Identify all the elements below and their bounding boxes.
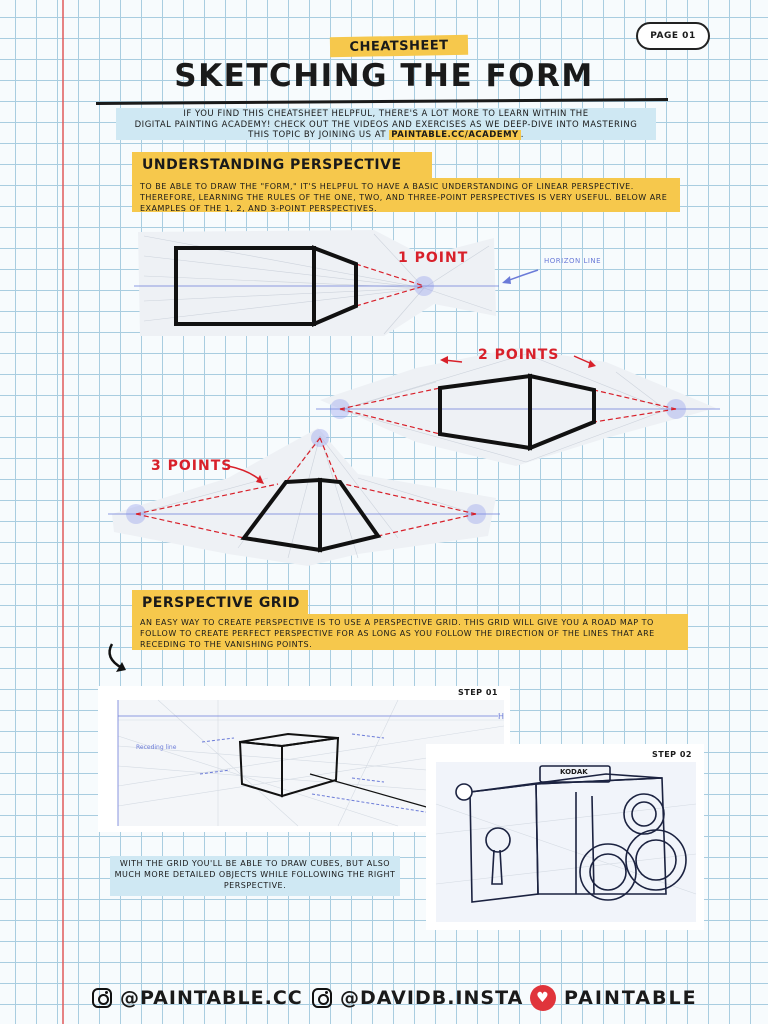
notebook-margin-line	[62, 0, 64, 1024]
intro-line-2: DIGITAL PAINTING ACADEMY! CHECK OUT THE VIDEOS AND EXERCISES AS WE DEEP-DIVE INTO MASTERING	[134, 119, 638, 130]
one-point-perspective-diagram	[134, 226, 654, 342]
footer-brand[interactable]	[530, 986, 698, 1010]
handle-2-text: @DAVIDB.INSTA	[340, 987, 524, 1009]
brand-text: PAINTABLE	[564, 987, 698, 1009]
cheatsheet-tag: CHEATSHEET	[330, 35, 468, 57]
footer-handle-1[interactable]	[92, 986, 303, 1010]
three-points-label: 3 POINTS	[151, 458, 233, 474]
step-01-label: STEP 01	[458, 688, 498, 697]
paintable-logo-icon: ♥	[530, 985, 556, 1011]
intro-line-1: IF YOU FIND THIS CHEATSHEET HELPFUL, THERE'S A LOT MORE TO LEARN WITHIN THE	[183, 109, 589, 119]
horizon-line-label: HORIZON LINE	[544, 257, 602, 265]
section-body-perspective: TO BE ABLE TO DRAW THE "FORM," IT'S HELPFUL TO HAVE A BASIC UNDERSTANDING OF LINEAR PERSPECTIVE. THEREFORE, LEARNING THE RULES OF THE ONE, TWO, AND THREE-POINT PERSPECTIVES IS VERY USEFUL. BELOW ARE EXAMPLES OF THE 1, 2, AND 3-POINT PERSPECTIVES.	[132, 178, 680, 212]
intro-line-3	[116, 130, 656, 141]
page-title: SKETCHING THE FORM	[174, 58, 594, 94]
grid-caption: WITH THE GRID YOU'LL BE ABLE TO DRAW CUBES, BUT ALSO MUCH MORE DETAILED OBJECTS WHILE FOLLOWING THE RIGHT PERSPECTIVE.	[110, 856, 400, 896]
intro-line-3-end: .	[520, 130, 524, 140]
curved-arrow-icon	[100, 640, 140, 676]
page-number-badge: PAGE 01	[636, 22, 710, 50]
section-body-grid: AN EASY WAY TO CREATE PERSPECTIVE IS TO USE A PERSPECTIVE GRID. THIS GRID WILL GIVE YOU A ROAD MAP TO FOLLOW TO CREATE PERFECT PERSPECTIVE FOR AS LONG AS YOU FOLLOW THE DIRECTION OF THE LINES THAT ARE RECEDING TO THE VANISHING POINTS.	[132, 614, 688, 650]
instagram-icon	[92, 988, 112, 1008]
footer-handle-2[interactable]	[312, 986, 523, 1010]
intro-text-box	[116, 108, 656, 140]
academy-link[interactable]: PAINTABLE.CC/ACADEMY	[391, 130, 519, 140]
instagram-icon	[312, 988, 332, 1008]
kodak-logo-text: KODAK	[560, 768, 588, 776]
step-02-label: STEP 02	[652, 750, 692, 759]
intro-line-3-text: THIS TOPIC BY JOINING US AT	[248, 130, 387, 140]
horizon-marker: H	[498, 712, 505, 721]
section-heading-grid: PERSPECTIVE GRID	[132, 590, 308, 616]
title-underline	[96, 98, 668, 105]
handle-1-text: @PAINTABLE.CC	[120, 987, 303, 1009]
two-points-label: 2 POINTS	[478, 347, 560, 363]
receding-line-label: Receding line	[136, 744, 177, 751]
one-point-label: 1 POINT	[398, 250, 469, 266]
three-point-perspective-diagram	[108, 428, 500, 568]
step-02-card	[426, 744, 704, 930]
section-heading-perspective: UNDERSTANDING PERSPECTIVE	[132, 152, 432, 178]
